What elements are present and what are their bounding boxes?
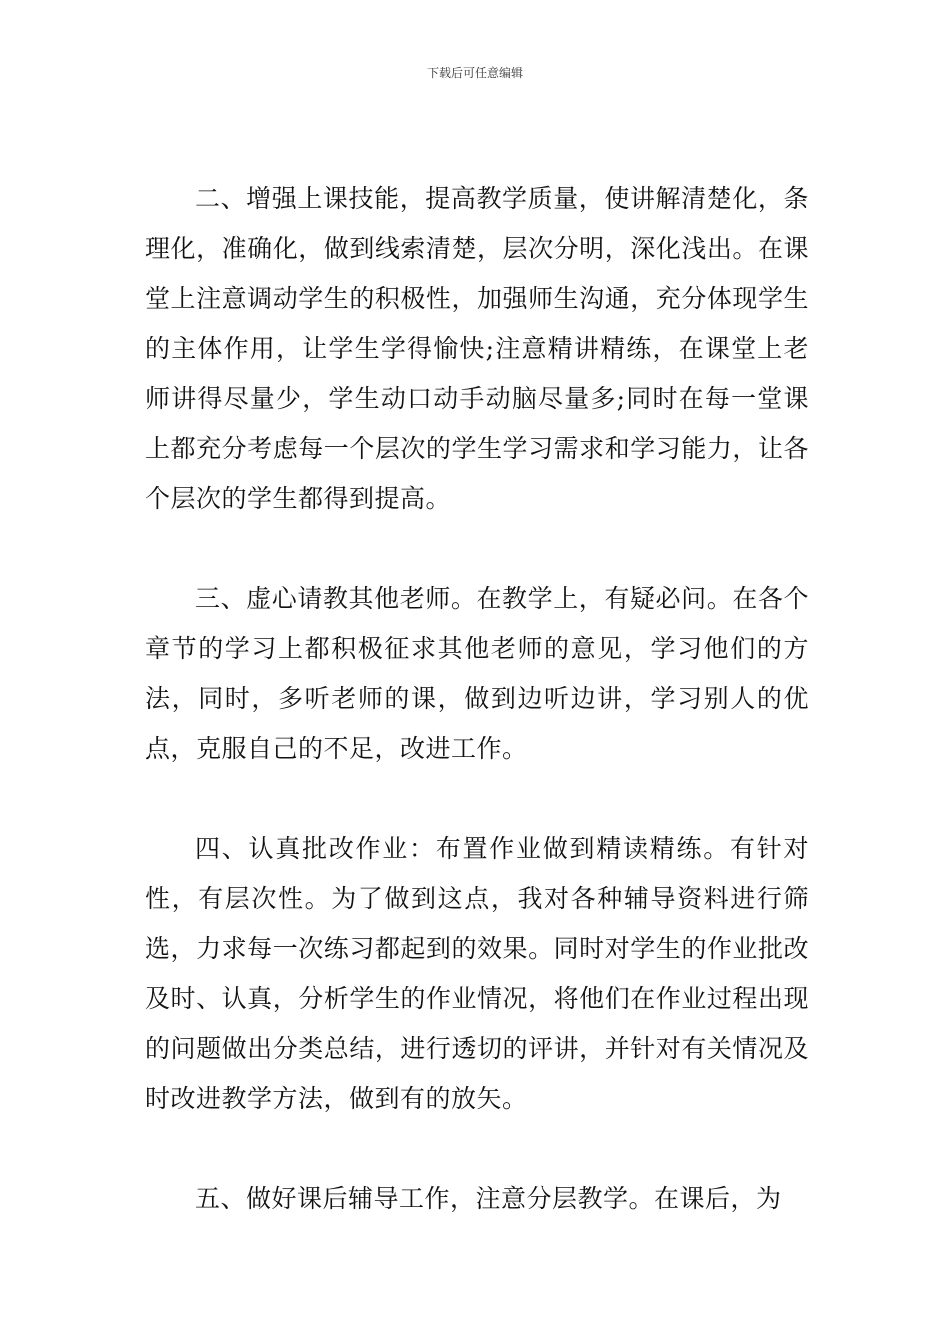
- paragraph-section-3: 三、虚心请教其他老师。在教学上，有疑必问。在各个章节的学习上都积极征求其他老师的意见，学习他们的方法，同时，多听老师的课，做到边听边讲，学习别人的优点，克服自己的不足，改进工作。: [145, 584, 809, 763]
- paragraph-section-4: 四、认真批改作业：布置作业做到精读精练。有针对性，有层次性。为了做到这点，我对各种辅导资料进行筛选，力求每一次练习都起到的效果。同时对学生的作业批改及时、认真，分析学生的作业情况，将他们在作业过程出现的问题做出分类总结，进行透切的评讲，并针对有关情况及时改进教学方法，做到有的放矢。: [145, 834, 809, 1113]
- paragraph-section-2: 二、增强上课技能，提高教学质量，使讲解清楚化，条理化，准确化，做到线索清楚，层次分明，深化浅出。在课堂上注意调动学生的积极性，加强师生沟通，充分体现学生的主体作用，让学生学得愉快;注意精讲精练，在课堂上老师讲得尽量少，学生动口动手动脑尽量多;同时在每一堂课上都充分考虑每一个层次的学生学习需求和学习能力，让各个层次的学生都得到提高。: [145, 184, 809, 513]
- document-body: [145, 174, 809, 1274]
- paragraph-section-5: 五、做好课后辅导工作，注意分层教学。在课后，为: [195, 1184, 782, 1213]
- page-header: 下载后可任意编辑: [426, 66, 523, 80]
